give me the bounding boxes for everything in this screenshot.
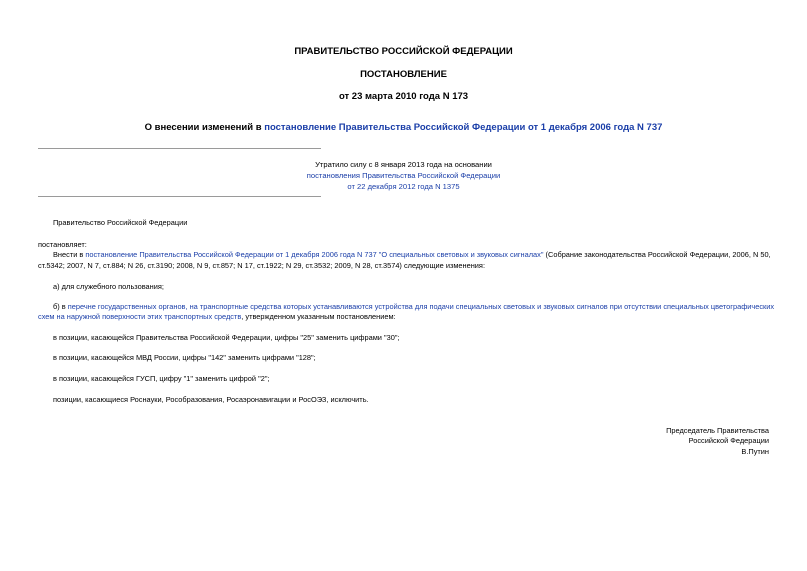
- status-note-line1: Утратило силу с 8 января 2013 года на основании: [315, 160, 492, 169]
- government-title: ПРАВИТЕЛЬСТВО РОССИЙСКОЙ ФЕДЕРАЦИИ: [294, 46, 513, 57]
- document-date-number: от 23 марта 2010 года N 173: [338, 91, 469, 102]
- divider-top: [38, 148, 321, 149]
- subject-link[interactable]: постановление Правительства Российской Федерации от 1 декабря 2006 года N 737: [264, 122, 663, 133]
- p1-prefix: Внести в: [53, 250, 86, 259]
- item-b-prefix: б) в: [53, 302, 68, 311]
- position-government: в позиции, касающейся Правительства Российской Федерации, цифры "25" заменить цифрами "30";: [53, 333, 400, 342]
- p1-decree-link[interactable]: постановление Правительства Российской Федерации от 1 декабря 2006 года N 737 "О специальных световых и звуковых сигналах": [85, 250, 544, 259]
- divider-bottom: [38, 196, 321, 197]
- intro-text: Правительство Российской Федерации: [53, 218, 188, 227]
- position-removed: позиции, касающиеся Роснауки, Рособразования, Росаэронавигации и РосОЭЗ, исключить.: [53, 395, 369, 404]
- item-b-line-1: [53, 302, 774, 311]
- position-mvd: в позиции, касающейся МВД России, цифры "142" заменить цифрами "128";: [53, 353, 316, 362]
- subject-prefix: О внесении изменений в: [144, 122, 265, 133]
- item-b-list-link-cont[interactable]: схем на наружной поверхности этих транспортных средств: [38, 312, 242, 321]
- item-b-line-2: [38, 312, 396, 321]
- signature-name: В.Путин: [741, 447, 769, 456]
- signature-title: Председатель Правительства: [666, 426, 769, 435]
- paragraph-1-line-1: [53, 250, 771, 259]
- item-b-list-link[interactable]: перечне государственных органов, на транспортные средства которых устанавливаются устройства для подачи специальных световых и звуковых сигналов при отсутствии специальных цветографических: [67, 302, 775, 311]
- document-subject: [0, 122, 807, 133]
- signature-organization: Российской Федерации: [688, 436, 769, 445]
- status-note-link-date[interactable]: от 22 декабря 2012 года N 1375: [347, 182, 460, 191]
- document-type: ПОСТАНОВЛЕНИЕ: [360, 69, 447, 80]
- decides-text: постановляет:: [38, 240, 87, 249]
- item-b-suffix: , утвержденном указанным постановлением:: [241, 312, 396, 321]
- p1-suffix: (Собрание законодательства Российской Федерации, 2006, N 50,: [543, 250, 771, 259]
- status-note-link-decree[interactable]: постановления Правительства Российской Федерации: [306, 171, 501, 180]
- item-a: а) для служебного пользования;: [53, 282, 164, 291]
- paragraph-1-line-2: ст.5342; 2007, N 7, ст.884; N 26, ст.3190; 2008, N 9, ст.857; N 17, ст.1922; N 29, ст.3532; 2009, N 28, ст.3574) следующие изменения:: [38, 261, 485, 270]
- position-gusp: в позиции, касающейся ГУСП, цифру "1" заменить цифрой "2";: [53, 374, 270, 383]
